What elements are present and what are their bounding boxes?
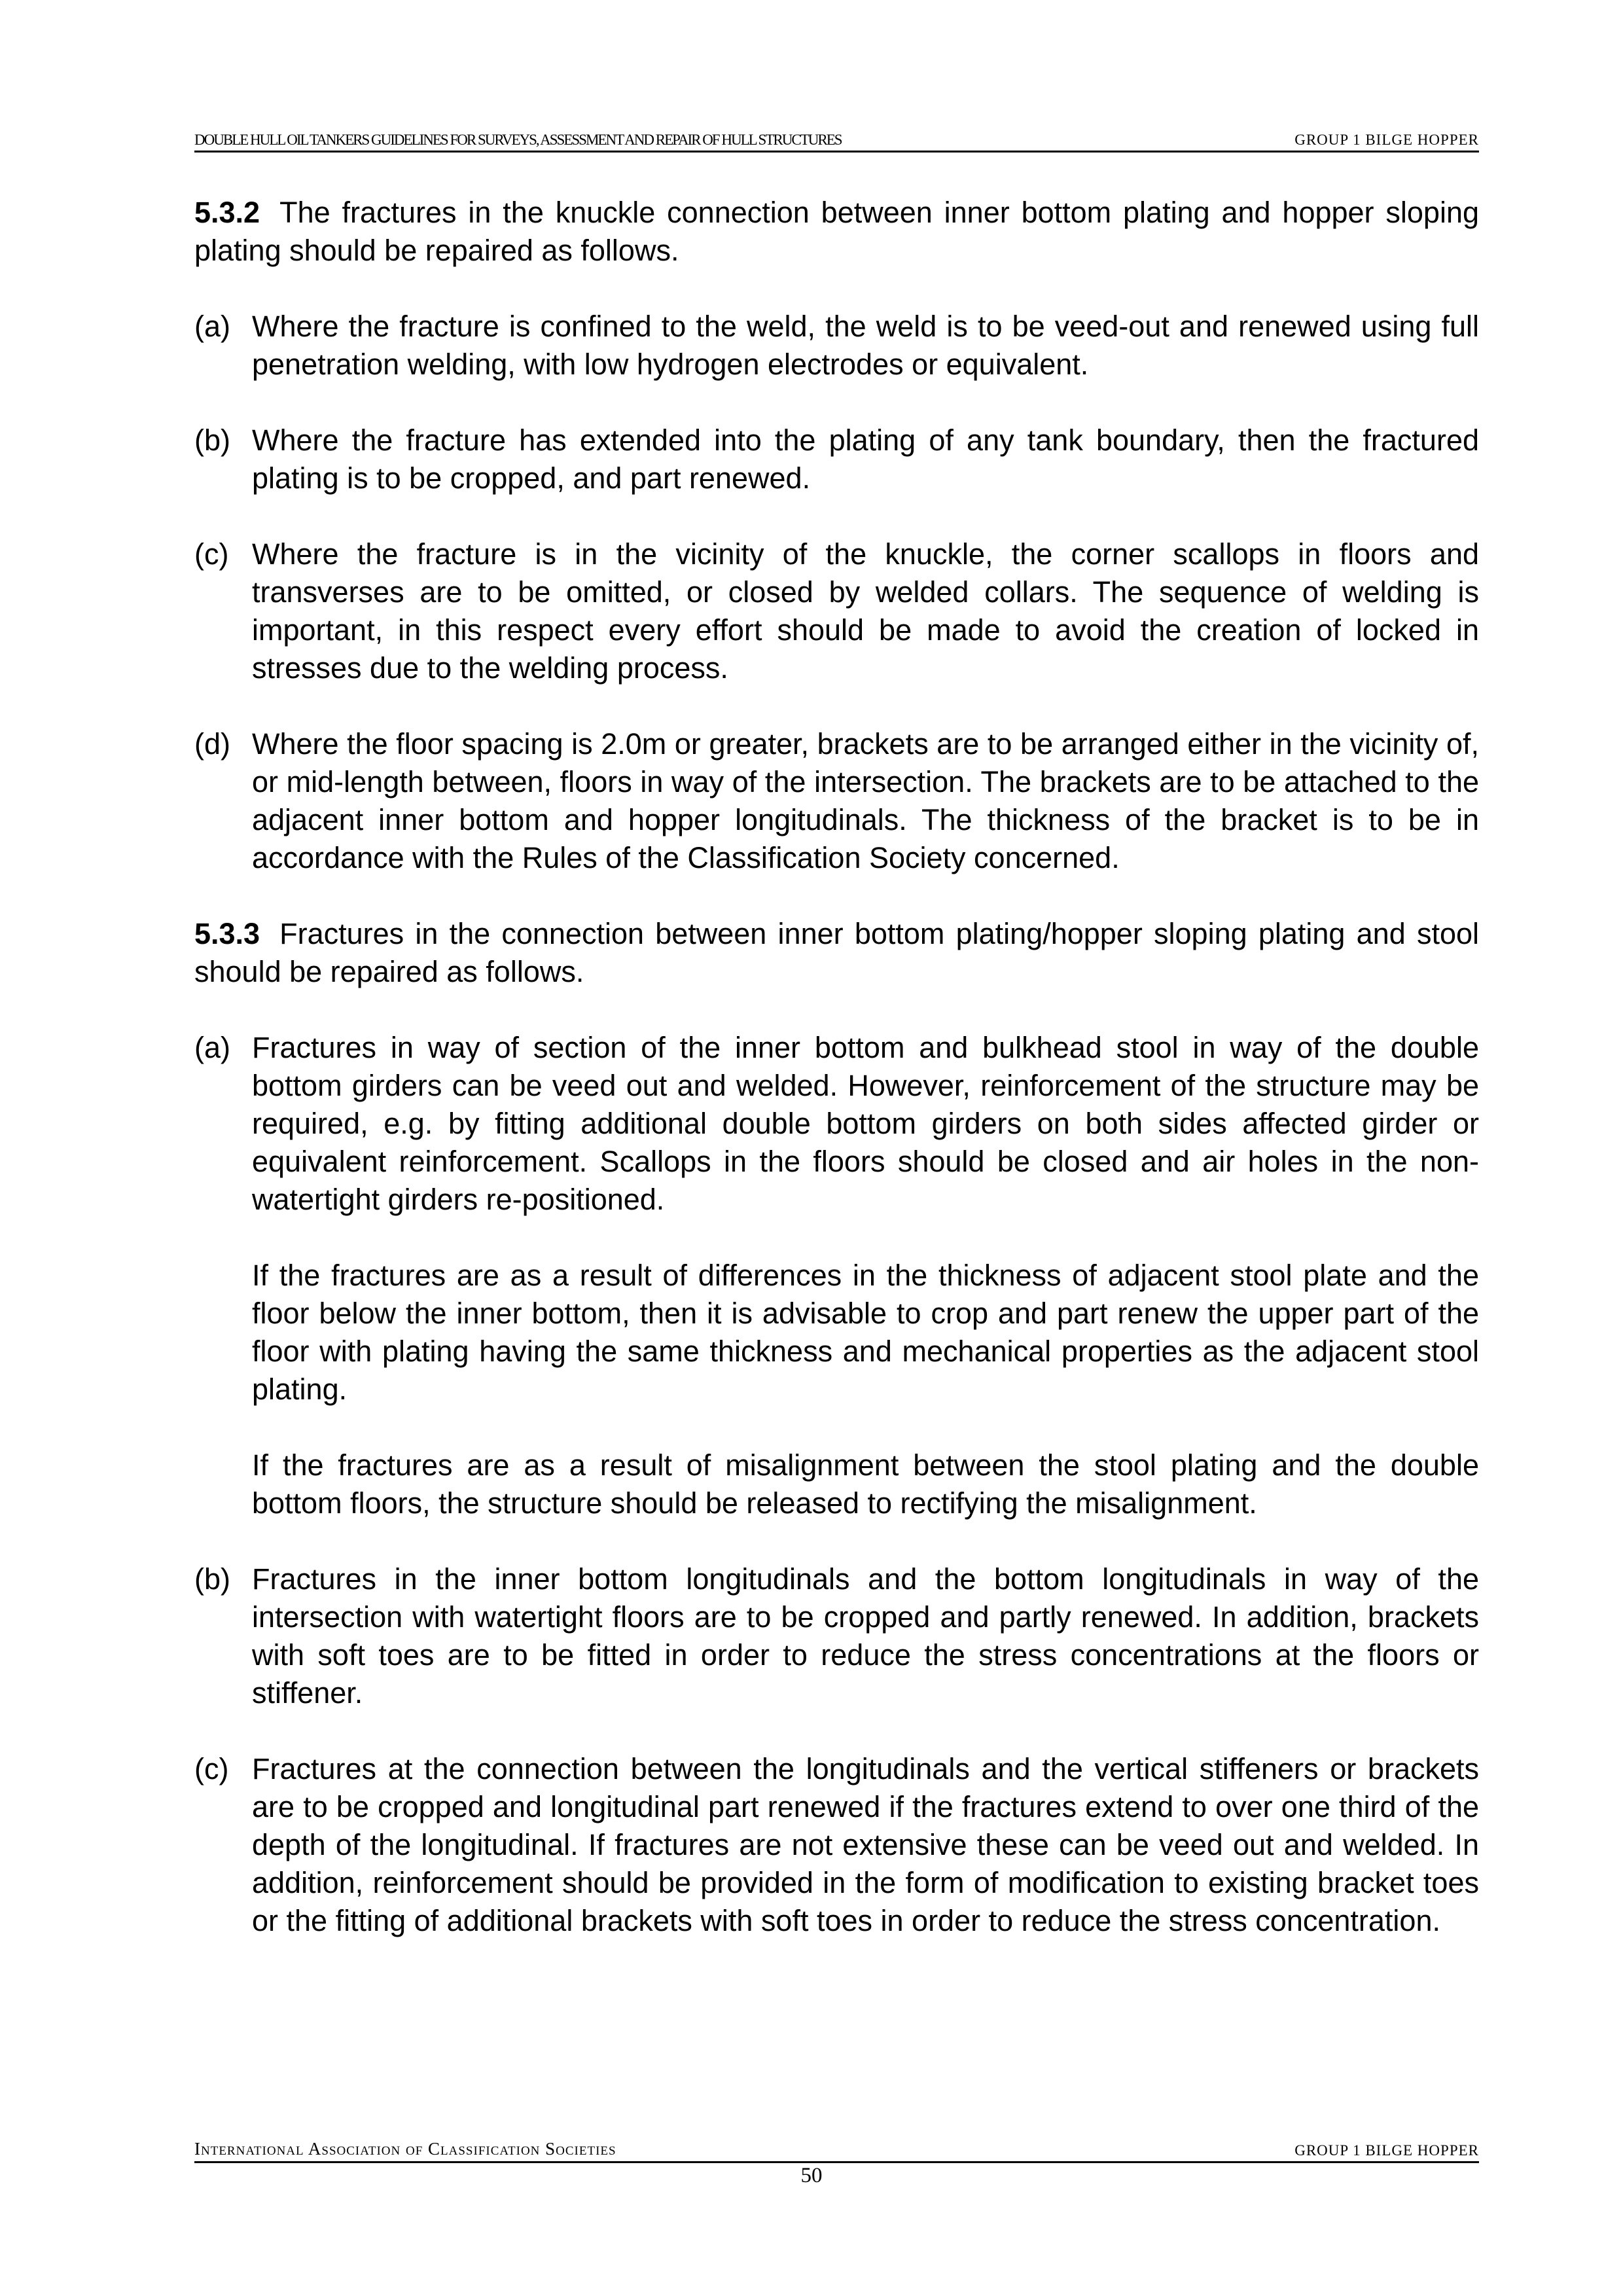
list-item — [194, 308, 1479, 384]
list-item — [194, 1750, 1479, 1940]
page-footer — [194, 2139, 1479, 2163]
page-header — [194, 128, 1479, 152]
list-item-text: Fractures in the inner bottom longitudinals and the bottom longitudinals in way of the intersection with watertight floors are to be cropped and partly renewed. In addition, brackets with soft toes are to be fitted in order to reduce the stress concentrations at the floors or stiffener. — [252, 1562, 1479, 1710]
footer-organization: International Association of Classification Societies — [194, 2139, 616, 2159]
section-intro-text: Fractures in the connection between inner bottom plating/hopper sloping plating and stool should be repaired as follows. — [194, 917, 1479, 988]
list-item-continuation: If the fractures are as a result of misalignment between the stool plating and the double bottom floors, the structure should be released to rectifying the misalignment. — [252, 1448, 1479, 1520]
page-number: 50 — [800, 2164, 823, 2187]
list-item-label: (a) — [194, 1031, 230, 1064]
header-section-title: GROUP 1 BILGE HOPPER — [1294, 132, 1479, 148]
list-item — [194, 422, 1479, 497]
section-number: 5.3.3 — [194, 917, 260, 950]
section-number: 5.3.2 — [194, 196, 260, 229]
list-item-text: Fractures in way of section of the inner bottom and bulkhead stool in way of the double bottom girders can be veed out and welded. However, reinforcement of the structure may be required, e.g. by fitting additional double bottom girders on both sides affected girder or equivalent reinforcement. Scallops in the floors should be closed and air holes in the non-watertight girders re-positioned. — [252, 1031, 1479, 1216]
section-5-3-3-intro — [194, 915, 1479, 991]
list-item-label: (d) — [194, 727, 230, 761]
list-item-text: Fractures at the connection between the longitudinals and the vertical stiffeners or brackets are to be cropped and longitudinal part renewed if the fractures extend to over one third of the depth of the longitudinal. If fractures are not extensive these can be veed out and welded. In addition, reinforcement should be provided in the form of modification to existing bracket toes or the fitting of additional brackets with soft toes in order to reduce the stress concentration. — [252, 1752, 1479, 1937]
document-body — [194, 194, 1479, 1940]
list-item-label: (c) — [194, 1752, 229, 1785]
section-5-3-2-intro — [194, 194, 1479, 270]
list-item — [194, 1560, 1479, 1712]
section-intro-text: The fractures in the knuckle connection between inner bottom plating and hopper sloping plating should be repaired as follows. — [194, 196, 1479, 267]
list-item-text: Where the floor spacing is 2.0m or greater, brackets are to be arranged either in the vicinity of, or mid-length between, floors in way of the intersection. The brackets are to be attached to the adjacent inner bottom and hopper longitudinals. The thickness of the bracket is to be in accordance with the Rules of the Classification Society concerned. — [252, 727, 1479, 874]
footer-section-title: GROUP 1 BILGE HOPPER — [1294, 2142, 1479, 2159]
list-item-continuation: If the fractures are as a result of differences in the thickness of adjacent stool plate and the floor below the inner bottom, then it is advisable to crop and part renew the upper part of the floor with plating having the same thickness and mechanical properties as the adjacent stool plating. — [252, 1259, 1479, 1406]
list-item-text: Where the fracture is in the vicinity of the knuckle, the corner scallops in floors and transverses are to be omitted, or closed by welded collars. The sequence of welding is important, in this respect every effort should be made to avoid the creation of locked in stresses due to the welding process. — [252, 537, 1479, 685]
header-document-title: DOUBLE HULL OIL TANKERS GUIDELINES FOR SURVEYS, ASSESSMENT AND REPAIR OF HULL STRUCTURES — [194, 132, 842, 148]
list-item — [194, 1029, 1479, 1219]
list-item — [194, 725, 1479, 877]
list-item-text: Where the fracture has extended into the plating of any tank boundary, then the fractured plating is to be cropped, and part renewed. — [252, 423, 1479, 495]
list-item-label: (b) — [194, 1562, 230, 1596]
list-item-label: (b) — [194, 423, 230, 457]
list-item-label: (a) — [194, 310, 230, 343]
list-item-label: (c) — [194, 537, 229, 571]
list-item — [194, 535, 1479, 687]
list-item-text: Where the fracture is confined to the weld, the weld is to be veed-out and renewed using full penetration welding, with low hydrogen electrodes or equivalent. — [252, 310, 1479, 381]
